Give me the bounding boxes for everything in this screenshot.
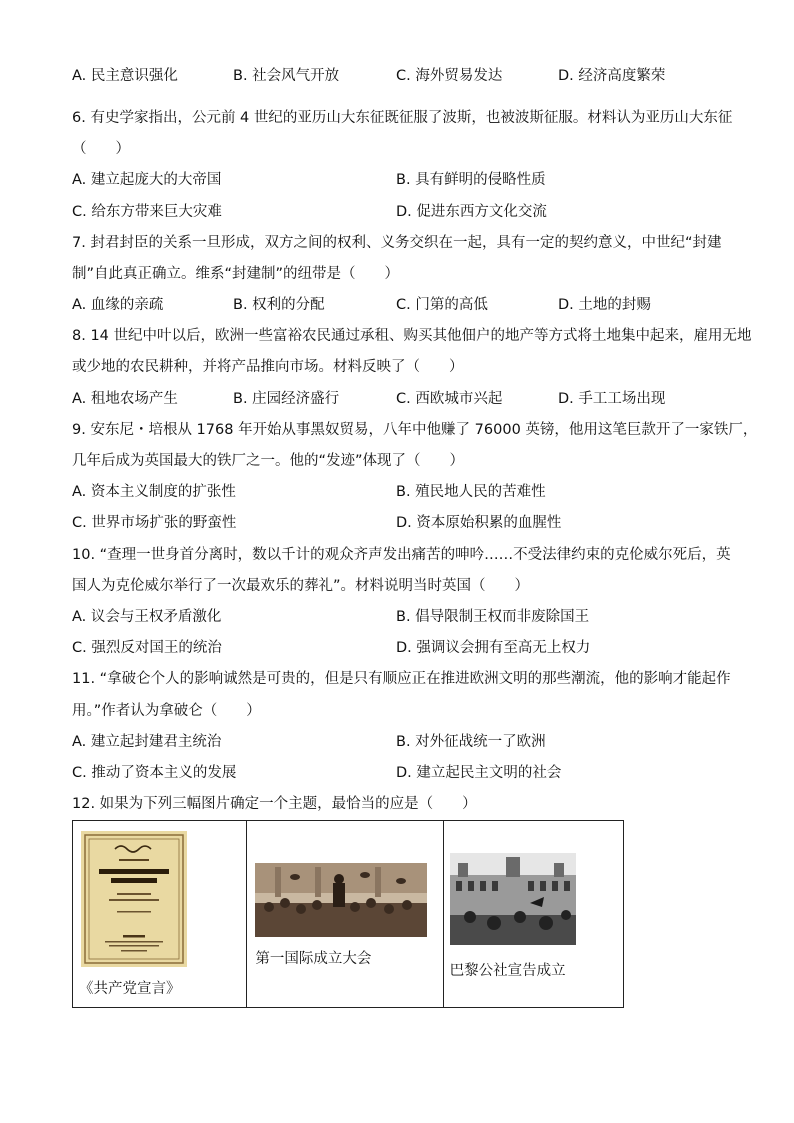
q11-option-a: A. 建立起封建君主统治 — [72, 734, 222, 750]
q9-stem-line2: 几年后成为英国最大的铁厂之一。他的“发迹”体现了（ ） — [72, 453, 465, 469]
q5-option-a: A. 民主意识强化 — [72, 68, 178, 84]
q11-option-d: D. 建立起民主文明的社会 — [396, 765, 562, 781]
q7-stem-line2: 制”自此真正确立。维系“封建制”的纽带是（ ） — [72, 266, 400, 282]
caption-paris-commune: 巴黎公社宣告成立 — [449, 963, 566, 979]
q8-option-d: D. 手工工场出现 — [558, 391, 666, 407]
caption-manifesto: 《共产党宣言》 — [79, 981, 181, 997]
q8-stem-line1: 8. 14 世纪中叶以后，欧洲一些富裕农民通过承租、购买其他佃户的地产等方式将土地集中起来，雇用无地 — [72, 328, 752, 344]
q6-option-c: C. 给东方带来巨大灾难 — [72, 204, 222, 220]
q7-option-a: A. 血缘的亲疏 — [72, 297, 164, 313]
first-international-meeting-image — [255, 863, 427, 937]
caption-first-international: 第一国际成立大会 — [255, 951, 372, 967]
q6-stem-line1: 6. 有史学家指出，公元前 4 世纪的亚历山大东征既征服了波斯，也被波斯征服。材料认为亚历山大东征 — [72, 110, 733, 126]
q10-option-b: B. 倡导限制王权而非废除国王 — [396, 609, 590, 625]
manifesto-cover-image — [81, 831, 187, 967]
q6-option-a: A. 建立起庞大的大帝国 — [72, 172, 222, 188]
q11-stem-line2: 用。”作者认为拿破仑（ ） — [72, 703, 261, 719]
picture-cell-paris-commune — [443, 821, 623, 1008]
q9-option-a: A. 资本主义制度的扩张性 — [72, 484, 236, 500]
q8-option-a: A. 租地农场产生 — [72, 391, 178, 407]
q6-stem-line2: （ ） — [72, 141, 130, 157]
q9-option-c: C. 世界市场扩张的野蛮性 — [72, 515, 237, 531]
q7-stem-line1: 7. 封君封臣的关系一旦形成，双方之间的权利、义务交织在一起，具有一定的契约意义，中世纪“封建 — [72, 235, 722, 251]
paris-commune-image — [450, 853, 576, 945]
q10-option-d: D. 强调议会拥有至高无上权力 — [396, 640, 591, 656]
q10-option-c: C. 强烈反对国王的统治 — [72, 640, 222, 656]
q5-option-c: C. 海外贸易发达 — [396, 68, 503, 84]
picture-cell-first-international — [247, 821, 443, 1008]
q11-option-c: C. 推动了资本主义的发展 — [72, 765, 237, 781]
q8-stem-line2: 或少地的农民耕种，并将产品推向市场。材料反映了（ ） — [72, 359, 464, 375]
q10-stem-line1: 10. “查理一世身首分离时，数以千计的观众齐声发出痛苦的呻吟……不受法律约束的克伦威尔死后，英 — [72, 547, 731, 563]
q11-option-b: B. 对外征战统一了欧洲 — [396, 734, 546, 750]
q7-option-b: B. 权利的分配 — [233, 297, 325, 313]
picture-cell-manifesto — [73, 821, 247, 1008]
q8-option-b: B. 庄园经济盛行 — [233, 391, 340, 407]
q6-option-b: B. 具有鲜明的侵略性质 — [396, 172, 546, 188]
q9-option-b: B. 殖民地人民的苦难性 — [396, 484, 546, 500]
q7-option-d: D. 土地的封赐 — [558, 297, 651, 313]
q8-option-c: C. 西欧城市兴起 — [396, 391, 503, 407]
q9-option-d: D. 资本原始积累的血腥性 — [396, 515, 562, 531]
q6-option-d: D. 促进东西方文化交流 — [396, 204, 547, 220]
q12-stem: 12. 如果为下列三幅图片确定一个主题，最恰当的应是（ ） — [72, 796, 477, 812]
q10-stem-line2: 国人为克伦威尔举行了一次最欢乐的葬礼”。材料说明当时英国（ ） — [72, 578, 530, 594]
q10-option-a: A. 议会与王权矛盾激化 — [72, 609, 222, 625]
q11-stem-line1: 11. “拿破仑个人的影响诚然是可贵的，但是只有顺应正在推进欧洲文明的那些潮流，他的影响才能起作 — [72, 671, 731, 687]
q5-option-d: D. 经济高度繁荣 — [558, 68, 666, 84]
q9-stem-line1: 9. 安东尼・培根从 1768 年开始从事黑奴贸易，八年中他赚了 76000 英镑，他用这笔巨款开了一家铁厂， — [72, 422, 758, 438]
q12-picture-table — [72, 820, 624, 1008]
q7-option-c: C. 门第的高低 — [396, 297, 488, 313]
q5-option-b: B. 社会风气开放 — [233, 68, 340, 84]
